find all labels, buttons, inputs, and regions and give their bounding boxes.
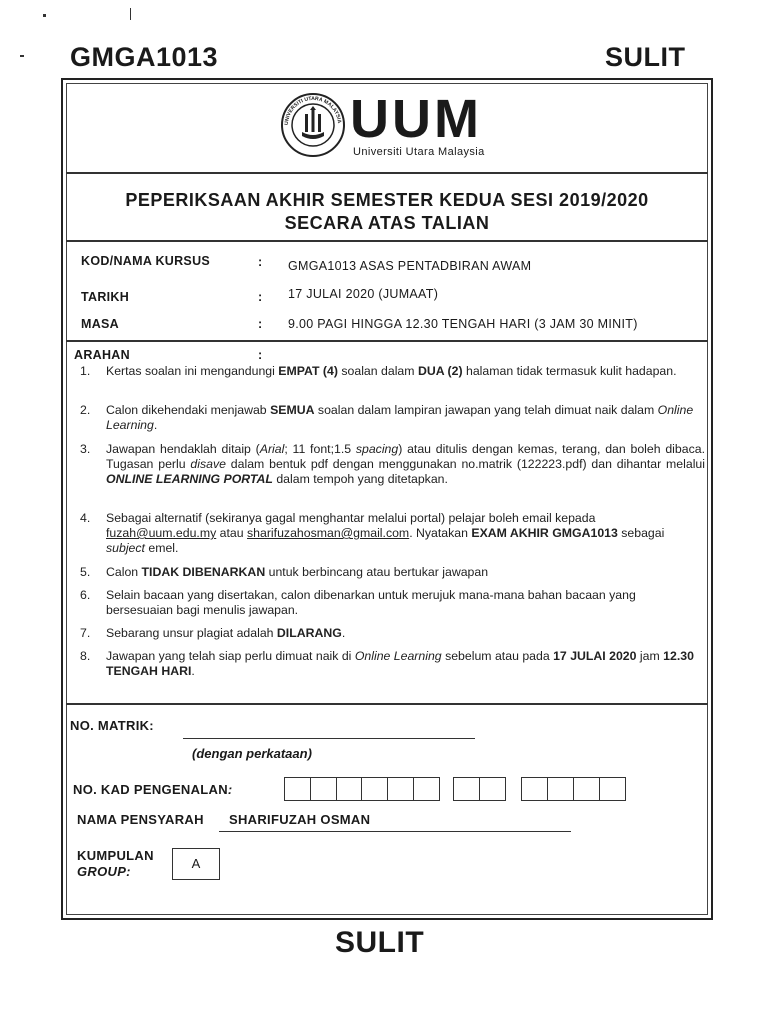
- info-colon: :: [258, 317, 263, 331]
- instruction-item: [80, 442, 705, 504]
- emphasis-text: 12.30 TENGAH HARI: [106, 649, 694, 678]
- info-label-time: MASA: [81, 317, 120, 331]
- scan-speck: [130, 8, 131, 20]
- instruction-number: 3.: [80, 442, 91, 456]
- emphasis-text: Online Learning: [354, 649, 442, 663]
- scan-speck: [20, 55, 24, 57]
- seal-text: UNIVERSITI UTARA MALAYSIA: [283, 95, 342, 126]
- instruction-number: 5.: [80, 565, 91, 579]
- exam-subtitle: SECARA ATAS TALIAN: [284, 213, 490, 233]
- university-name: Universiti Utara Malaysia: [353, 146, 485, 158]
- emphasis-text: Online Learning: [106, 403, 694, 432]
- instruction-item: [80, 588, 705, 620]
- instruction-number: 4.: [80, 511, 91, 525]
- matric-number-field[interactable]: [183, 738, 475, 739]
- info-colon: :: [258, 290, 263, 304]
- ic-number-box-2[interactable]: [453, 777, 506, 801]
- instruction-number: 7.: [80, 626, 91, 640]
- emphasis-text: spacing: [355, 442, 399, 456]
- matric-note: (dengan perkataan): [192, 746, 312, 761]
- course-code-header: GMGA1013: [70, 42, 219, 72]
- instruction-item: [80, 565, 705, 581]
- instruction-text: Kertas soalan ini mengandungi EMPAT (4) soalan dalam DUA (2) halaman tidak termasuk kulit hadapan.: [106, 364, 677, 378]
- emphasis-text: Arial: [259, 442, 285, 456]
- instruction-text: Jawapan yang telah siap perlu dimuat naik di Online Learning sebelum atau pada 17 JULAI 2020 jam 12.30 TENGAH HARI.: [106, 649, 694, 678]
- instruction-text: Selain bacaan yang disertakan, calon dibenarkan untuk merujuk mana-mana bahan bacaan yang bersesuaian bagi menulis jawapan.: [106, 588, 636, 617]
- instruction-text: Sebarang unsur plagiat adalah DILARANG.: [106, 626, 346, 640]
- info-value-time: 9.00 PAGI HINGGA 12.30 TENGAH HARI (3 JAM 30 MINIT): [288, 317, 638, 331]
- emphasis-text: 17 JULAI 2020: [553, 649, 637, 663]
- lecturer-underline: [219, 831, 571, 832]
- email-link[interactable]: fuzah@uum.edu.my: [106, 526, 217, 540]
- classification-header: SULIT: [605, 42, 686, 72]
- divider: [66, 340, 708, 342]
- emphasis-text: EMPAT (4): [278, 364, 338, 378]
- emphasis-text: ONLINE LEARNING PORTAL: [106, 472, 273, 486]
- instruction-text: Calon dikehendaki menjawab SEMUA soalan dalam lampiran jawapan yang telah dimuat naik dalam Online Learning.: [106, 403, 694, 432]
- group-label: KUMPULAN: [77, 848, 154, 863]
- info-label-date: TARIKH: [81, 290, 130, 304]
- instruction-item: [80, 649, 705, 681]
- instruction-text: Jawapan hendaklah ditaip (Arial; 11 font;1.5 spacing) atau ditulis dengan kemas, terang, dan boleh dibaca. Tugasan perlu disave dalam bentuk pdf dengan menggunakan no.matrik (122223.pdf) dan dihantar melalui ONLINE LEARNING PORTAL dalam tempoh yang ditetapkan.: [106, 442, 705, 486]
- group-field[interactable]: A: [172, 848, 220, 880]
- instruction-number: 8.: [80, 649, 91, 663]
- instruction-item: [80, 626, 705, 642]
- scan-speck: [43, 14, 46, 17]
- instruction-number: 6.: [80, 588, 91, 602]
- emphasis-text: SEMUA: [270, 403, 315, 417]
- ic-number-box-1[interactable]: [284, 777, 440, 801]
- info-label-course: KOD/NAMA KURSUS: [81, 254, 211, 268]
- info-value-course: GMGA1013 ASAS PENTADBIRAN AWAM: [288, 259, 532, 273]
- instruction-item: [80, 511, 705, 557]
- classification-footer: SULIT: [335, 926, 425, 959]
- instruction-number: 2.: [80, 403, 91, 417]
- uum-logo: [280, 89, 500, 168]
- emphasis-text: EXAM AKHIR GMGA1013: [471, 526, 618, 540]
- divider: [66, 703, 708, 705]
- info-colon: :: [258, 255, 263, 269]
- divider: [66, 240, 708, 242]
- lecturer-label: NAMA PENSYARAH: [77, 812, 204, 827]
- instruction-item: [80, 403, 705, 435]
- email-link[interactable]: sharifuzahosman@gmail.com: [247, 526, 410, 540]
- instruction-text: Calon TIDAK DIBENARKAN untuk berbincang atau bertukar jawapan: [106, 565, 489, 579]
- ic-number-label: NO. KAD PENGENALAN:: [73, 782, 233, 797]
- emphasis-text: DUA (2): [417, 364, 463, 378]
- info-value-date: 17 JULAI 2020 (JUMAAT): [288, 287, 439, 301]
- emphasis-text: DILARANG: [276, 626, 342, 640]
- instruction-item: [80, 364, 705, 396]
- lecturer-name: SHARIFUZAH OSMAN: [229, 812, 371, 827]
- group-label-en: GROUP:: [77, 864, 131, 879]
- exam-title: PEPERIKSAAN AKHIR SEMESTER KEDUA SESI 2019/2020: [125, 190, 649, 210]
- emphasis-text: subject: [106, 541, 145, 555]
- emphasis-text: disave: [190, 457, 226, 471]
- university-seal-icon: [280, 92, 346, 158]
- divider: [66, 172, 708, 174]
- uum-wordmark: UUM: [350, 89, 482, 149]
- instructions-heading: ARAHAN: [74, 348, 130, 362]
- instruction-text: Sebagai alternatif (sekiranya gagal menghantar melalui portal) pelajar boleh email kepada fuzah@uum.edu.my atau sharifuzahosman@gmail.com. Nyatakan EXAM AKHIR GMGA1013 sebagai subject emel.: [106, 511, 665, 555]
- instruction-number: 1.: [80, 364, 91, 378]
- ic-number-box-3[interactable]: [521, 777, 626, 801]
- matric-number-label: NO. MATRIK:: [70, 718, 154, 733]
- emphasis-text: TIDAK DIBENARKAN: [141, 565, 266, 579]
- instructions-colon: :: [258, 348, 263, 362]
